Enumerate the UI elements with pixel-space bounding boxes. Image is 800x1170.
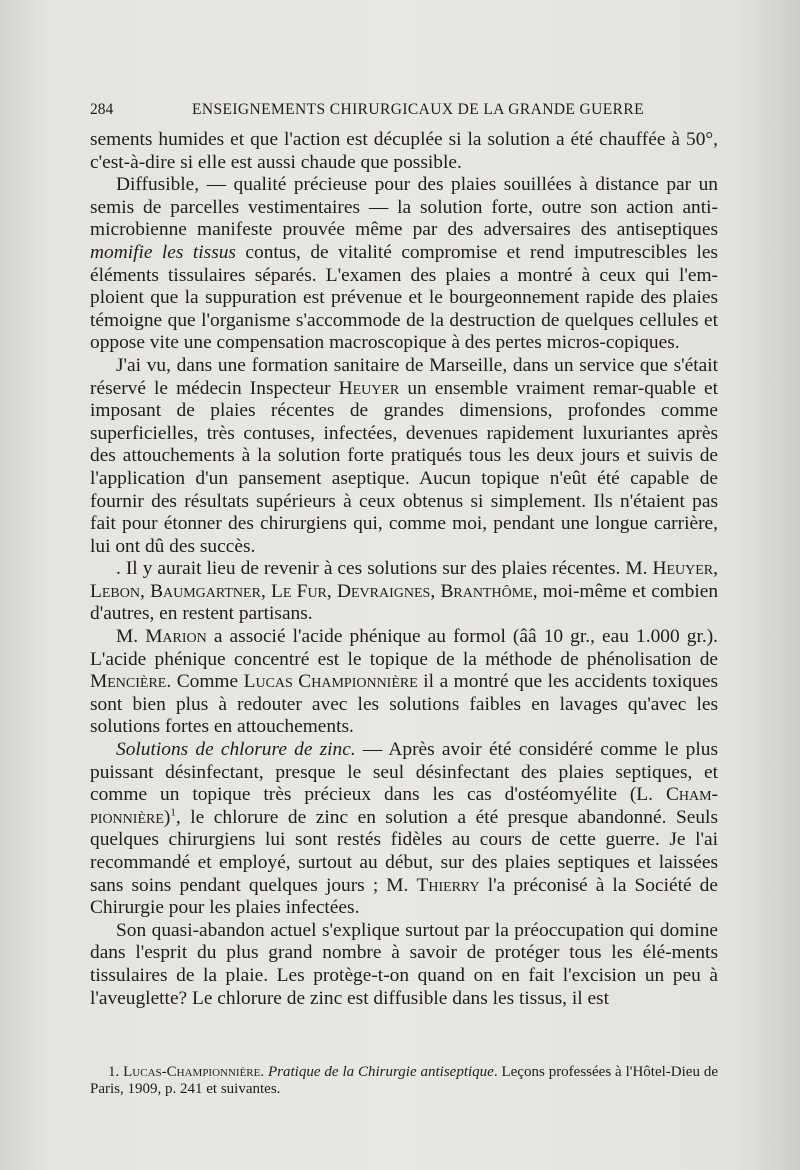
- author-name: Thierry: [416, 874, 480, 896]
- author-name: Cham-pionnière: [90, 784, 718, 828]
- text-run: a associé l'acide phénique au formol (ââ 10 gr., eau 1.000 gr.). L'acide phénique concentré est le topique de la méthode de phénolisation de: [90, 626, 718, 670]
- author-name: Baumgartner: [150, 580, 261, 602]
- author-name: Le Fur: [271, 580, 327, 602]
- author-name: Branthôme: [440, 580, 533, 602]
- text-run: — Après avoir été considéré comme le plus puissant désinfectant, presque le seul désinfectant des plaies septiques, et comme un topique très précieux dans les cas d'ostéomyélite (L.: [90, 739, 718, 806]
- text-run: J'ai vu, dans une formation sanitaire de Marseille, dans un service que s'était réservé le médecin Inspecteur: [90, 354, 718, 399]
- footnote-title: Pratique de la Chirurgie antiseptique: [268, 1064, 494, 1080]
- text-run: . Il y aurait lieu de revenir à ces solutions sur des plaies récentes. M.: [116, 558, 653, 580]
- paragraph-quasi-abandon: Son quasi-abandon actuel s'explique surtout par la préoccupation qui domine dans l'esprit du plus grand nombre à savoir de protéger tous les élé-ments tissulaires de la plaie. Les protège-t-on quand on en fait l'excision un peu à l'aveuglette? Le chlorure de zinc est diffusible dans les tissus, il est: [90, 919, 718, 1009]
- footnote-marker: 1: [170, 806, 176, 819]
- author-name: Marion: [145, 626, 207, 648]
- text-run: ,: [139, 580, 151, 602]
- running-title: ENSEIGNEMENTS CHIRURGICAUX DE LA GRANDE GUERRE: [192, 101, 644, 118]
- text-run: il a montré que les accidents toxiques sont bien plus à redouter avec les solutions faibles en lavages qu'avec les solutions fortes en attouchements.: [90, 671, 718, 738]
- text-run: , moi-même et combien d'autres, en restent partisans.: [90, 580, 719, 625]
- text-run: M.: [116, 626, 146, 648]
- footnote-text: [90, 1064, 718, 1098]
- paragraph-partisans: [90, 558, 718, 626]
- page-header: [90, 101, 718, 123]
- footnote: [90, 1064, 718, 1098]
- author-name: Mencière: [90, 671, 167, 693]
- author-name: Devraignes: [337, 580, 431, 602]
- text-run: Diffusible, — qualité précieuse pour des plaies souillées à distance par un semis de parcelles vestimentaires — la solution forte, outre son action anti-microbienne manifeste prouvée même par des adversaires des antiseptiques: [90, 174, 718, 241]
- text-run: , le chlorure de zinc en solution a été presque abandonné. Seuls quelques chirurgiens lui sont restés fidèles au cours de cette guerre. Je l'ai recommandé et employé, surtout au début, sur des plaies septiques et laissées sans soins pendant quelques jours ; M.: [90, 806, 718, 896]
- author-name: Heuyer: [652, 558, 714, 580]
- text-run: l'a préconisé à la Société de Chirurgie pour les plaies infectées.: [90, 874, 718, 919]
- section-heading: Solutions de chlorure de zinc.: [116, 739, 356, 761]
- paragraph-continuation: sements humides et que l'action est décuplée si la solution a été chauffée à 50°, c'est-à-dire si elle est aussi chaude que possible.: [90, 129, 718, 173]
- text-run: ,: [260, 580, 272, 602]
- author-name: Lucas Championnière: [243, 671, 418, 693]
- text-run: ): [163, 806, 171, 828]
- author-name: Lebon: [90, 580, 140, 602]
- text-run: contus, de vitalité compromise et rend imputrescibles les éléments tissulaires séparés. L'examen des plaies a montré à ceux qui l'em-ploient que la suppuration est prévenue et le bourgeonnement rapide des plaies témoigne que l'organisme s'accommode de la destruction de quelques cellules et oppose vite une compensation macroscopique à des pertes micros-copiques.: [90, 241, 718, 354]
- author-name: Heuyer: [338, 377, 400, 399]
- text-run: . Comme: [166, 671, 244, 693]
- text-run: .: [260, 1064, 269, 1080]
- text-run: . Leçons professées à l'Hôtel-Dieu de Paris, 1909, p. 241 et suivantes.: [90, 1064, 718, 1097]
- page-number: 284: [90, 101, 114, 118]
- emphasis: momifie les tissus: [90, 241, 236, 263]
- paragraph-diffusible: [90, 174, 718, 355]
- text-run: ,: [326, 580, 337, 602]
- paragraph-marion: [90, 626, 718, 739]
- footnote-author: Lucas-Championnière: [123, 1064, 261, 1080]
- footnote-number: 1.: [108, 1064, 124, 1080]
- paragraph-chlorure-de-zinc: [90, 739, 718, 920]
- text-run: ,: [430, 580, 441, 602]
- text-run: un ensemble vraiment remar-quable et imposant de plaies récentes de grandes dimensions, profondes comme superficielles, très contuses, infectées, devenues rapidement luxuriantes après des attouchements à la solution forte pratiqués tous les deux jours et suivis de l'application d'un pansement aseptique. Aucun topique n'eût été capable de fournir des résultats supérieurs à ceux obtenus si simplement. Ils n'étaient pas fait pour étonner des chirurgiens qui, comme moi, pendant une longue carrière, lui ont dû des succès.: [90, 377, 718, 557]
- text-run: ,: [713, 558, 718, 580]
- body-text: [90, 129, 718, 1010]
- paragraph-marseille: [90, 355, 718, 558]
